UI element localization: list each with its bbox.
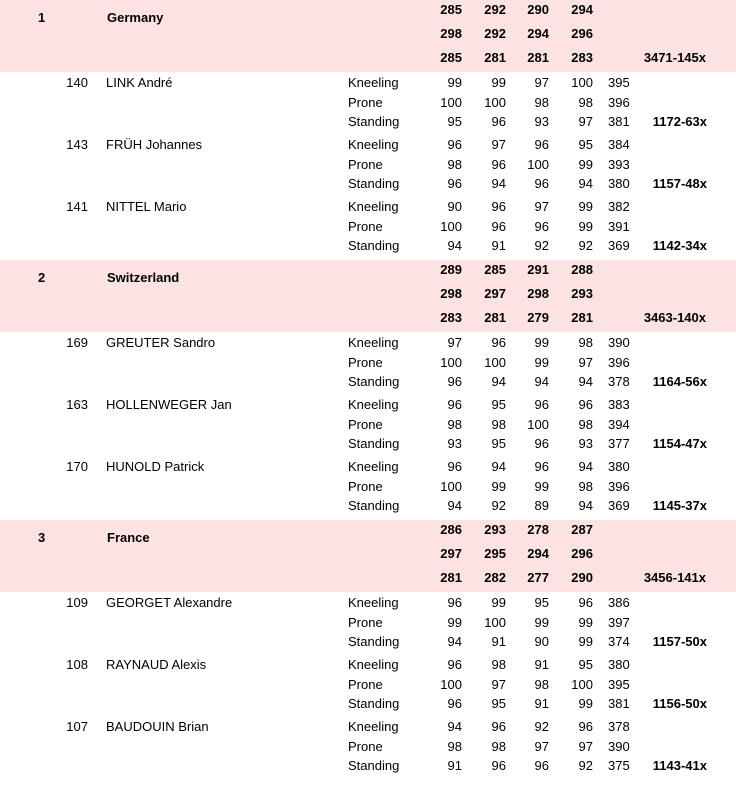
series-score: 96 [447,176,462,191]
athlete-total: 1154-47x [652,436,707,451]
position-subtotal: 378 [608,374,630,389]
series-score: 94 [578,374,593,389]
series-score: 96 [491,335,506,350]
team-series-score: 281 [571,310,593,325]
series-score: 96 [491,114,506,129]
series-score: 98 [447,157,462,172]
position-label: Standing [348,114,400,129]
series-score: 97 [578,114,593,129]
athlete-name: GEORGET Alexandre [106,595,233,610]
position-label: Standing [348,696,400,711]
series-score: 95 [578,137,593,152]
athlete-name: HUNOLD Patrick [106,459,205,474]
position-subtotal: 396 [608,355,630,370]
team-series-score: 279 [527,310,549,325]
series-score: 99 [578,199,593,214]
team-block [0,0,736,262]
series-score: 96 [491,219,506,234]
series-score: 100 [440,355,462,370]
athlete-row [0,134,736,194]
series-score: 99 [534,479,549,494]
athlete-total: 1156-50x [652,696,707,711]
series-score: 97 [534,739,549,754]
athlete-name: FRÜH Johannes [106,137,203,152]
series-score: 97 [491,677,506,692]
series-score: 95 [578,657,593,672]
position-label: Kneeling [348,137,399,152]
team-series-score: 287 [571,522,593,537]
series-score: 90 [534,634,549,649]
team-total: 3471-145x [643,50,706,65]
position-subtotal: 386 [608,595,630,610]
athlete-total: 1164-56x [652,374,707,389]
position-subtotal: 395 [608,75,630,90]
series-score: 99 [447,75,462,90]
series-score: 100 [440,219,462,234]
series-score: 93 [447,436,462,451]
position-label: Kneeling [348,199,399,214]
team-series-score: 292 [484,26,506,41]
series-score: 98 [534,95,549,110]
team-series-score: 281 [484,50,506,65]
series-score: 96 [534,176,549,191]
team-series-score: 289 [440,262,462,277]
athlete-row [0,72,736,132]
series-score: 97 [578,355,593,370]
series-score: 99 [578,615,593,630]
series-score: 100 [484,355,506,370]
series-score: 99 [534,355,549,370]
team-series-score: 293 [484,522,506,537]
series-score: 96 [447,657,462,672]
athlete-name: HOLLENWEGER Jan [106,397,232,412]
team-series-score: 281 [440,570,462,585]
series-score: 100 [571,75,593,90]
position-label: Kneeling [348,719,399,734]
position-label: Kneeling [348,75,399,90]
series-score: 96 [534,219,549,234]
athlete-row [0,394,736,454]
series-score: 92 [534,238,549,253]
team-series-score: 282 [484,570,506,585]
athlete-total: 1143-41x [652,758,707,773]
team-series-score: 291 [527,262,549,277]
series-score: 97 [534,75,549,90]
position-subtotal: 391 [608,219,630,234]
team-series-score: 294 [571,2,593,17]
series-score: 96 [447,459,462,474]
athlete-total: 1172-63x [652,114,707,129]
team-rank: 3 [38,530,46,545]
team-series-score: 294 [527,26,549,41]
team-series-score: 298 [440,26,462,41]
athlete-row [0,716,736,776]
team-series-score: 293 [571,286,593,301]
team-series-score: 292 [484,2,506,17]
athlete-bib: 109 [66,595,88,610]
position-label: Kneeling [348,459,399,474]
series-score: 96 [534,459,549,474]
position-subtotal: 377 [608,436,630,451]
position-label: Kneeling [348,335,399,350]
position-label: Prone [348,739,383,754]
series-score: 96 [534,436,549,451]
position-label: Prone [348,417,383,432]
team-series-score: 298 [527,286,549,301]
series-score: 95 [447,114,462,129]
series-score: 96 [447,374,462,389]
series-score: 99 [578,219,593,234]
team-series-score: 297 [440,546,462,561]
team-header [0,260,736,332]
series-score: 99 [491,595,506,610]
athlete-row [0,456,736,516]
position-label: Kneeling [348,657,399,672]
series-score: 96 [491,157,506,172]
team-series-score: 285 [440,50,462,65]
team-block [0,520,736,782]
series-score: 99 [491,479,506,494]
athlete-row [0,654,736,714]
position-label: Standing [348,498,400,513]
series-score: 94 [447,238,462,253]
position-subtotal: 381 [608,696,630,711]
series-score: 96 [491,719,506,734]
series-score: 98 [447,417,462,432]
series-score: 95 [491,397,506,412]
series-score: 92 [491,498,506,513]
team-series-score: 288 [571,262,593,277]
series-score: 91 [447,758,462,773]
series-score: 96 [491,758,506,773]
position-subtotal: 375 [608,758,630,773]
position-label: Standing [348,634,400,649]
position-subtotal: 380 [608,657,630,672]
series-score: 95 [534,595,549,610]
series-score: 94 [491,176,506,191]
team-series-score: 298 [440,286,462,301]
position-subtotal: 383 [608,397,630,412]
athlete-bib: 140 [66,75,88,90]
team-rank: 1 [38,10,46,25]
position-subtotal: 369 [608,238,630,253]
team-series-score: 295 [484,546,506,561]
athlete-name: NITTEL Mario [106,199,187,214]
team-series-score: 278 [527,522,549,537]
series-score: 89 [534,498,549,513]
team-total: 3463-140x [643,310,706,325]
position-label: Prone [348,95,383,110]
team-series-score: 283 [571,50,593,65]
series-score: 100 [440,95,462,110]
athlete-bib: 143 [66,137,88,152]
position-subtotal: 380 [608,176,630,191]
athlete-name: RAYNAUD Alexis [106,657,207,672]
series-score: 98 [491,657,506,672]
series-score: 96 [534,137,549,152]
position-label: Kneeling [348,397,399,412]
athlete-row [0,592,736,652]
series-score: 91 [491,634,506,649]
position-label: Standing [348,238,400,253]
position-subtotal: 369 [608,498,630,513]
position-label: Prone [348,355,383,370]
athlete-bib: 107 [66,719,88,734]
series-score: 98 [578,335,593,350]
series-score: 93 [578,436,593,451]
athlete-name: LINK André [106,75,173,90]
series-score: 94 [534,374,549,389]
series-score: 98 [491,739,506,754]
position-subtotal: 397 [608,615,630,630]
position-label: Prone [348,157,383,172]
position-subtotal: 394 [608,417,630,432]
position-subtotal: 396 [608,95,630,110]
team-name: France [107,530,150,545]
team-series-score: 283 [440,310,462,325]
series-score: 100 [440,479,462,494]
position-label: Standing [348,176,400,191]
team-total: 3456-141x [643,570,706,585]
series-score: 100 [527,417,549,432]
series-score: 98 [491,417,506,432]
athlete-total: 1145-37x [652,498,707,513]
series-score: 98 [578,479,593,494]
series-score: 95 [491,696,506,711]
position-subtotal: 390 [608,335,630,350]
athlete-name: BAUDOUIN Brian [106,719,209,734]
position-subtotal: 380 [608,459,630,474]
series-score: 96 [534,758,549,773]
series-score: 98 [578,95,593,110]
athlete-bib: 141 [66,199,88,214]
series-score: 92 [534,719,549,734]
series-score: 94 [447,719,462,734]
series-score: 94 [578,459,593,474]
team-series-score: 297 [484,286,506,301]
team-series-score: 296 [571,546,593,561]
position-subtotal: 390 [608,739,630,754]
athlete-total: 1142-34x [652,238,707,253]
position-subtotal: 378 [608,719,630,734]
series-score: 90 [447,199,462,214]
series-score: 98 [534,677,549,692]
series-score: 96 [447,595,462,610]
athlete-name: GREUTER Sandro [106,335,216,350]
position-label: Prone [348,219,383,234]
series-score: 91 [491,238,506,253]
series-score: 97 [447,335,462,350]
series-score: 96 [447,696,462,711]
team-series-score: 296 [571,26,593,41]
position-subtotal: 393 [608,157,630,172]
series-score: 99 [534,335,549,350]
athlete-total: 1157-50x [652,634,707,649]
position-subtotal: 381 [608,114,630,129]
athlete-bib: 169 [66,335,88,350]
series-score: 94 [447,634,462,649]
series-score: 96 [578,595,593,610]
series-score: 94 [578,498,593,513]
team-series-score: 290 [571,570,593,585]
series-score: 100 [440,677,462,692]
team-header [0,520,736,592]
position-label: Standing [348,374,400,389]
series-score: 96 [447,137,462,152]
series-score: 96 [447,397,462,412]
series-score: 94 [578,176,593,191]
position-label: Kneeling [348,595,399,610]
team-series-score: 281 [527,50,549,65]
series-score: 93 [534,114,549,129]
position-subtotal: 374 [608,634,630,649]
position-subtotal: 382 [608,199,630,214]
team-header [0,0,736,72]
team-name: Germany [107,10,164,25]
athlete-bib: 170 [66,459,88,474]
position-subtotal: 395 [608,677,630,692]
athlete-row [0,332,736,392]
position-subtotal: 384 [608,137,630,152]
series-score: 91 [534,696,549,711]
series-score: 98 [447,739,462,754]
series-score: 98 [578,417,593,432]
series-score: 97 [491,137,506,152]
series-score: 95 [491,436,506,451]
team-series-score: 294 [527,546,549,561]
series-score: 92 [578,238,593,253]
series-score: 97 [534,199,549,214]
athlete-row [0,196,736,256]
series-score: 99 [578,157,593,172]
athlete-bib: 108 [66,657,88,672]
series-score: 96 [578,719,593,734]
series-score: 92 [578,758,593,773]
series-score: 99 [491,75,506,90]
team-name: Switzerland [107,270,180,285]
team-series-score: 277 [527,570,549,585]
series-score: 100 [527,157,549,172]
team-series-score: 290 [527,2,549,17]
position-label: Prone [348,677,383,692]
series-score: 94 [491,374,506,389]
athlete-total: 1157-48x [652,176,707,191]
series-score: 99 [578,634,593,649]
series-score: 100 [484,615,506,630]
team-series-score: 285 [440,2,462,17]
position-label: Prone [348,615,383,630]
athlete-bib: 163 [66,397,88,412]
team-series-score: 285 [484,262,506,277]
series-score: 100 [484,95,506,110]
series-score: 91 [534,657,549,672]
position-subtotal: 396 [608,479,630,494]
series-score: 97 [578,739,593,754]
position-label: Prone [348,479,383,494]
position-label: Standing [348,436,400,451]
series-score: 96 [491,199,506,214]
team-series-score: 286 [440,522,462,537]
series-score: 96 [534,397,549,412]
position-label: Standing [348,758,400,773]
series-score: 99 [534,615,549,630]
series-score: 94 [491,459,506,474]
team-rank: 2 [38,270,46,285]
series-score: 96 [578,397,593,412]
team-series-score: 281 [484,310,506,325]
series-score: 99 [578,696,593,711]
series-score: 100 [571,677,593,692]
team-block [0,260,736,522]
series-score: 94 [447,498,462,513]
series-score: 99 [447,615,462,630]
